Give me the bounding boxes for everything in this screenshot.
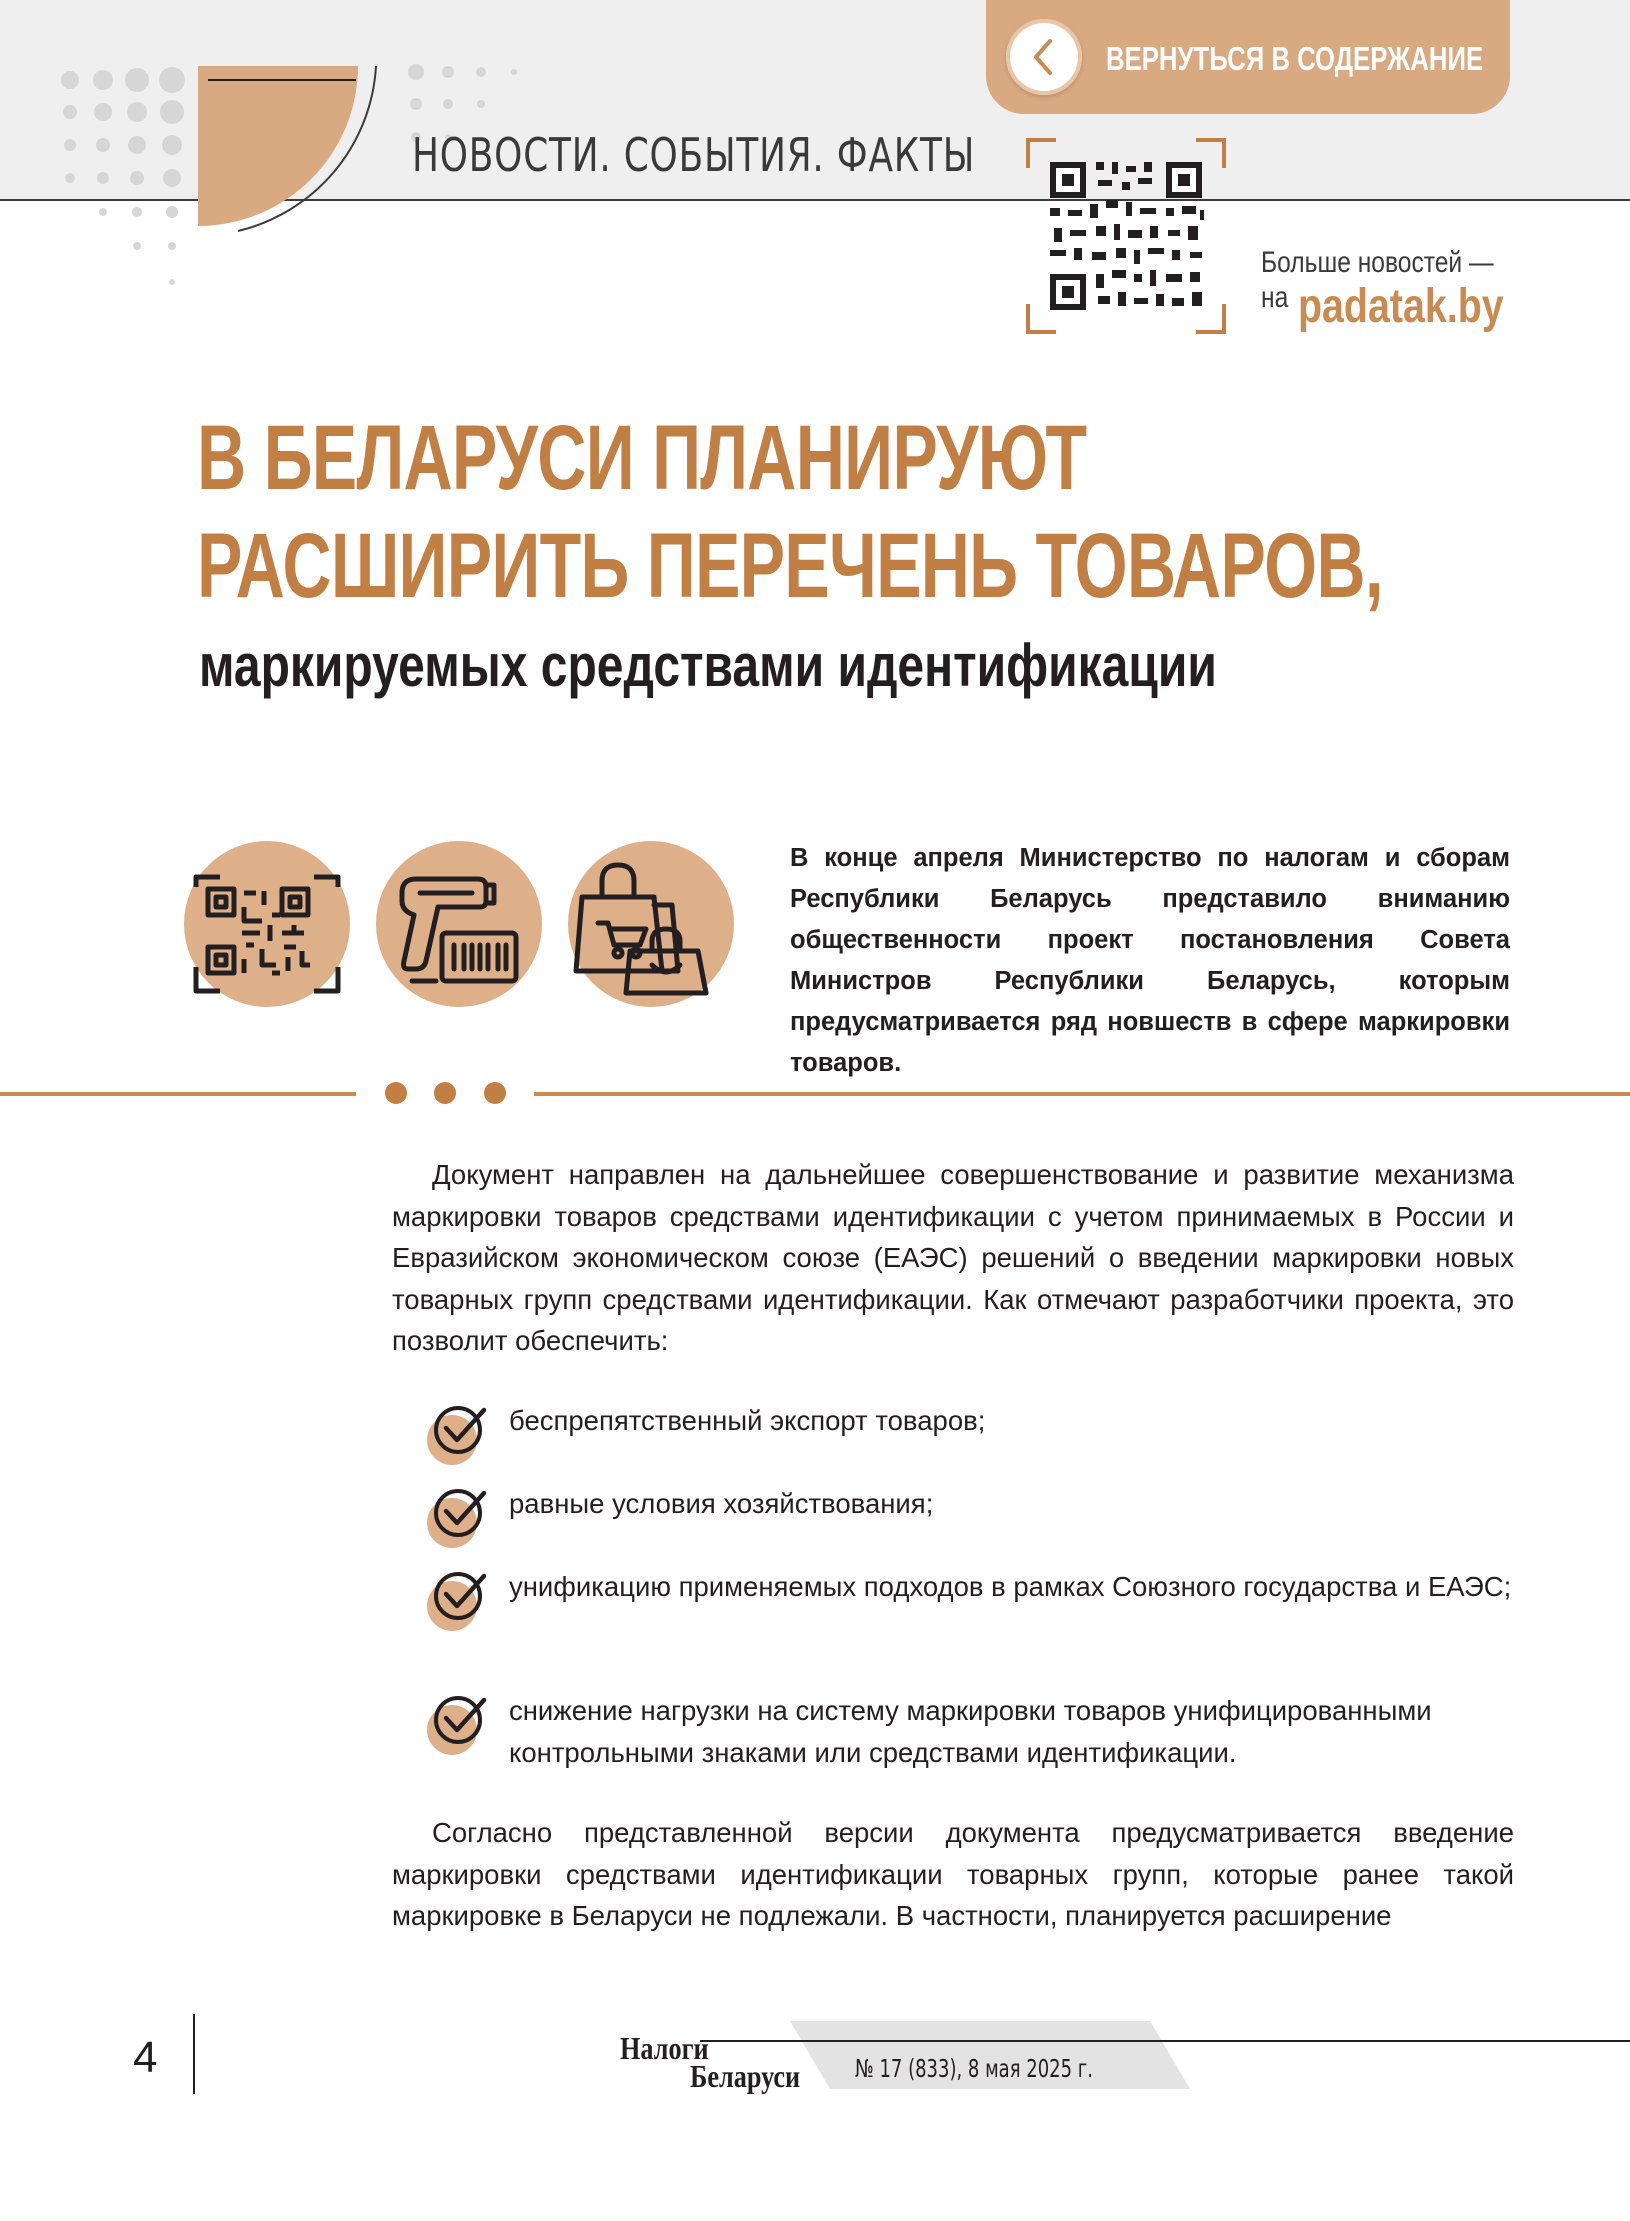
divider-line-right bbox=[534, 1092, 1630, 1096]
lead-paragraph: В конце апреля Министерство по налогам и сборам Республики Беларусь представило вниманию общественности проект постановления Совета Министров Республики Беларусь, которым предусматривается ряд новшеств в сфере маркировки товаров. bbox=[790, 844, 1510, 1077]
page-number-rule bbox=[193, 2014, 195, 2094]
section-title: НОВОСТИ. СОБЫТИЯ. ФАКТЫ bbox=[412, 128, 976, 182]
divider-line-left bbox=[0, 1092, 356, 1096]
footer-rule bbox=[700, 2040, 1630, 2042]
divider-dot bbox=[385, 1082, 407, 1104]
back-to-contents-button[interactable] bbox=[986, 0, 1510, 114]
chevron-left-icon bbox=[1006, 19, 1082, 95]
checkmark-icon bbox=[420, 1483, 492, 1549]
bullet-text: унификацию применяемых подходов в рамках Союзного государства и ЕАЭС; bbox=[509, 1571, 1512, 1602]
site-link[interactable]: padatak.by bbox=[1298, 280, 1504, 333]
qr-code-icon bbox=[184, 841, 350, 1007]
checkmark-icon bbox=[420, 1690, 492, 1756]
barcode-scanner-icon bbox=[376, 841, 542, 1007]
back-circle bbox=[1006, 19, 1082, 95]
page-number: 4 bbox=[133, 2033, 158, 2082]
qr-code[interactable] bbox=[1026, 138, 1226, 334]
icon-circle-scanner bbox=[376, 841, 542, 1007]
checkmark-icon bbox=[420, 1566, 492, 1632]
more-news-prefix: на bbox=[1261, 281, 1289, 314]
logo-line-1: Налоги bbox=[620, 2030, 709, 2066]
qr-code-icon bbox=[1026, 138, 1226, 334]
icon-circle-qr bbox=[184, 841, 350, 1007]
divider-dot bbox=[434, 1082, 456, 1104]
back-to-contents-label: ВЕРНУТЬСЯ В СОДЕРЖАНИЕ bbox=[1106, 40, 1484, 77]
icon-circle-bags bbox=[568, 841, 734, 1007]
subheadline: маркируемых средствами идентификации bbox=[199, 632, 1217, 699]
logo-line-2: Беларуси bbox=[690, 2058, 801, 2094]
body-paragraph-2: Согласно представленной версии документа предусматривается введение маркировки средствами идентификации товарных групп, которые ранее такой маркировке в Беларуси не подлежали. В частности, планируется расширение bbox=[392, 1817, 1514, 1931]
checkmark-icon bbox=[420, 1400, 492, 1466]
body-paragraph-1: Документ направлен на дальнейшее совершенствование и развитие механизма маркировки товаров средствами идентификации с учетом принимаемых в России и Евразийском экономическом союзе (ЕАЭС) решений о введении маркировки новых товарных групп средствами идентификации. Как отмечают разработчики проекта, это позволит обеспечить: bbox=[392, 1159, 1514, 1356]
issue-info: № 17 (833), 8 мая 2025 г. bbox=[855, 2054, 1093, 2083]
shopping-bags-icon bbox=[568, 841, 734, 1007]
bullet-text: беспрепятственный экспорт товаров; bbox=[509, 1405, 986, 1436]
headline-line-1: В БЕЛАРУСИ ПЛАНИРУЮТ bbox=[197, 407, 1087, 509]
more-news-prefix-row bbox=[1261, 283, 1294, 313]
more-news-text: Больше новостей — bbox=[1261, 246, 1494, 279]
divider-dot bbox=[484, 1082, 506, 1104]
bullet-text: равные условия хозяйствования; bbox=[509, 1488, 934, 1519]
headline-line-2: РАСШИРИТЬ ПЕРЕЧЕНЬ ТОВАРОВ, bbox=[197, 515, 1383, 617]
decorative-quarter-circle bbox=[198, 66, 398, 236]
bullet-text: снижение нагрузки на систему маркировки товаров унифицированными контрольными знаками или средствами идентификации. bbox=[509, 1695, 1432, 1768]
